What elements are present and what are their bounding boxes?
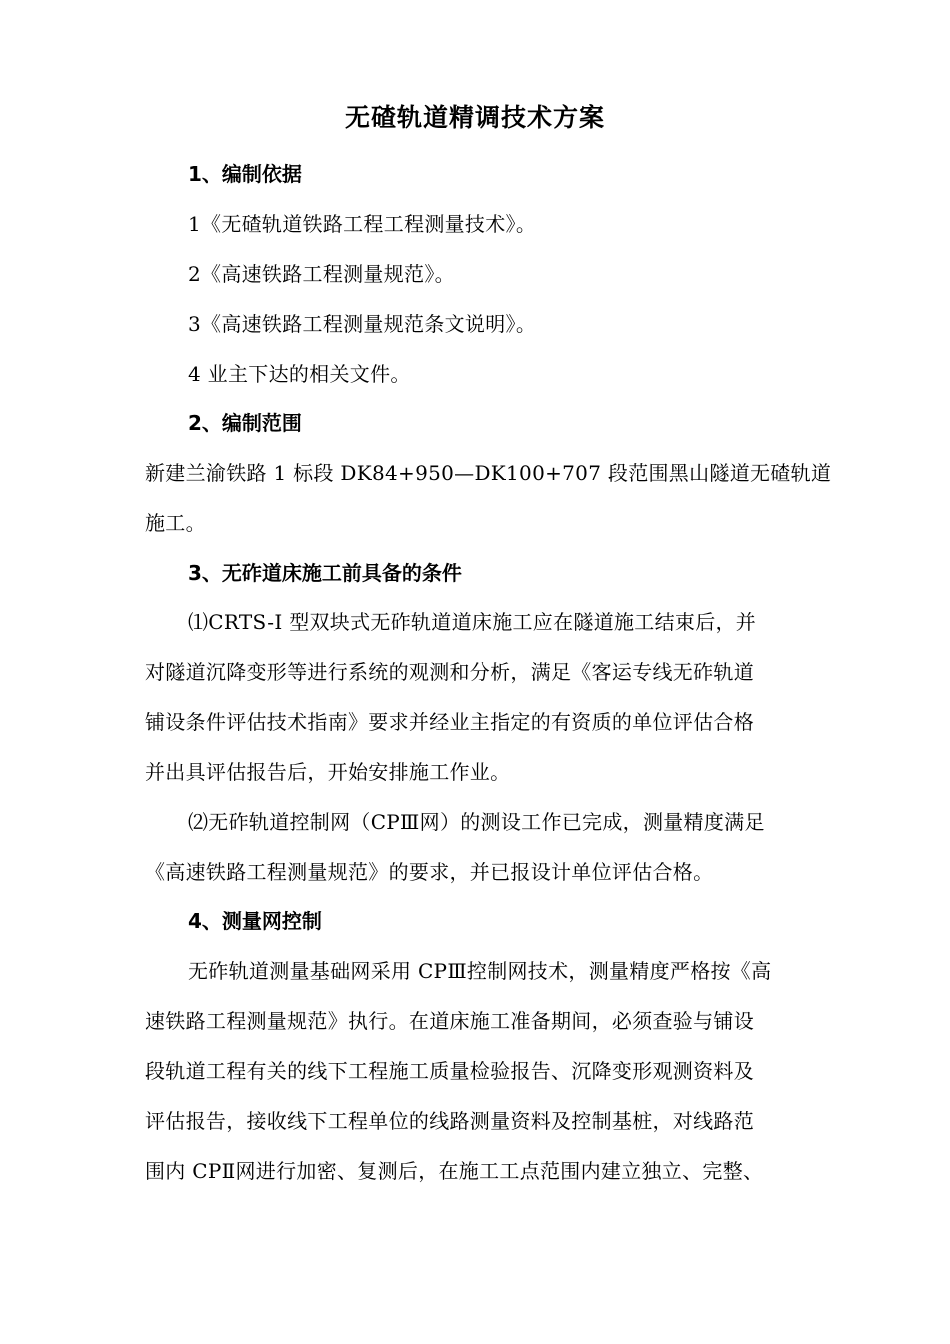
section-4-line-3: 段轨道工程有关的线下工程施工质量检验报告、沉降变形观测资料及 — [145, 1059, 754, 1083]
section-1-line-4: 4 业主下达的相关文件。 — [188, 362, 411, 386]
section-2-line-1: 新建兰渝铁路 1 标段 DK84+950—DK100+707 段范围黑山隧道无碴轨道 — [145, 461, 832, 485]
section-heading-1: 1、编制依据 — [188, 162, 302, 186]
section-1-line-2: 2《高速铁路工程测量规范》。 — [188, 262, 455, 286]
section-3-line-5: ⑵无砟轨道控制网（CPⅢ网）的测设工作已完成，测量精度满足 — [188, 810, 765, 834]
section-heading-2: 2、编制范围 — [188, 411, 302, 435]
section-3-line-4: 并出具评估报告后，开始安排施工作业。 — [145, 760, 511, 784]
section-3-line-1: ⑴CRTS-I 型双块式无砟轨道道床施工应在隧道施工结束后，并 — [188, 610, 757, 634]
section-3-line-6: 《高速铁路工程测量规范》的要求，并已报设计单位评估合格。 — [145, 860, 714, 884]
section-3-line-3: 铺设条件评估技术指南》要求并经业主指定的有资质的单位评估合格 — [145, 710, 754, 734]
section-1-line-3: 3《高速铁路工程测量规范条文说明》。 — [188, 312, 537, 336]
section-heading-4: 4、测量网控制 — [188, 909, 322, 933]
section-2-line-2: 施工。 — [145, 511, 206, 535]
section-4-line-4: 评估报告，接收线下工程单位的线路测量资料及控制基桩，对线路范 — [145, 1109, 754, 1133]
section-4-line-2: 速铁路工程测量规范》执行。在道床施工准备期间，必须查验与铺设 — [145, 1009, 754, 1033]
section-heading-3: 3、无砟道床施工前具备的条件 — [188, 561, 462, 585]
section-1-line-1: 1《无碴轨道铁路工程工程测量技术》。 — [188, 212, 537, 236]
section-3-line-2: 对隧道沉降变形等进行系统的观测和分析，满足《客运专线无砟轨道 — [145, 660, 754, 684]
document-title: 无碴轨道精调技术方案 — [344, 103, 605, 132]
section-4-line-5: 围内 CPⅡ网进行加密、复测后，在施工工点范围内建立独立、完整、 — [145, 1159, 764, 1183]
section-4-line-1: 无砟轨道测量基础网采用 CPⅢ控制网技术，测量精度严格按《高 — [188, 959, 772, 983]
